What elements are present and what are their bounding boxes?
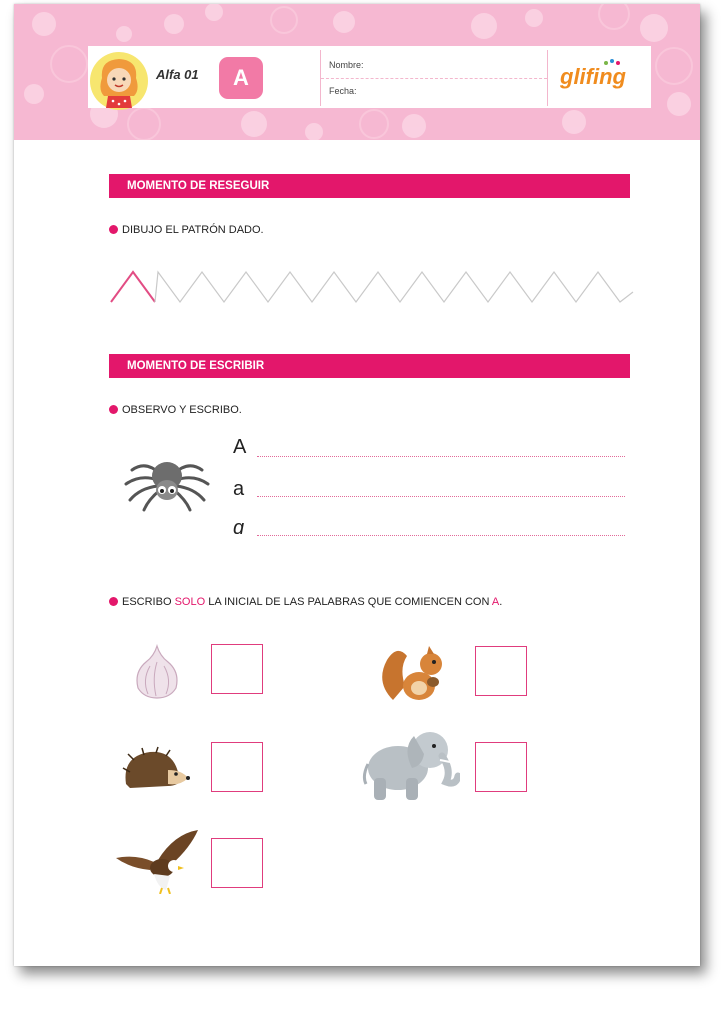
zigzag-pattern[interactable] bbox=[109, 266, 635, 308]
writing-instruction bbox=[109, 404, 242, 416]
instruction-part: ESCRIBO bbox=[122, 596, 175, 608]
instruction-part: . bbox=[499, 596, 503, 608]
bullet-icon bbox=[109, 405, 118, 414]
spider-icon bbox=[122, 452, 212, 514]
letter-uppercase: A bbox=[233, 436, 247, 458]
answer-box-hedgehog[interactable] bbox=[211, 742, 263, 792]
writing-instruction-text: OBSERVO Y ESCRIBO. bbox=[122, 404, 242, 416]
letter-lowercase: a bbox=[233, 478, 245, 500]
brand-name: glifing bbox=[560, 64, 626, 89]
date-label: Fecha: bbox=[329, 86, 357, 96]
instruction-letter: A bbox=[491, 596, 500, 608]
eagle-icon bbox=[114, 828, 202, 894]
worksheet-id: Alfa 01 bbox=[156, 67, 199, 82]
bullet-icon bbox=[109, 225, 118, 234]
words-instruction bbox=[109, 596, 502, 608]
instruction-part: LA INICIAL DE LAS PALABRAS QUE COMIENCEN CON bbox=[205, 596, 492, 608]
answer-box-garlic[interactable] bbox=[211, 644, 263, 694]
section-writing-title: MOMENTO DE ESCRIBIR bbox=[109, 354, 630, 378]
section-tracing-title: MOMENTO DE RESEGUIR bbox=[109, 174, 630, 198]
bullet-icon bbox=[109, 597, 118, 606]
worksheet-page bbox=[14, 4, 700, 966]
field-divider bbox=[321, 78, 547, 79]
writing-line[interactable] bbox=[257, 496, 625, 497]
tracing-instruction bbox=[109, 224, 264, 236]
squirrel-icon bbox=[379, 642, 449, 704]
letter-badge: A bbox=[219, 57, 263, 99]
elephant-icon bbox=[362, 724, 460, 804]
name-date-fields bbox=[320, 50, 547, 106]
instruction-highlight: SOLO bbox=[174, 596, 206, 608]
tracing-instruction-text: DIBUJO EL PATRÓN DADO. bbox=[122, 224, 264, 236]
answer-box-elephant[interactable] bbox=[475, 742, 527, 792]
brand-logo bbox=[547, 50, 652, 106]
answer-box-squirrel[interactable] bbox=[475, 646, 527, 696]
garlic-icon bbox=[132, 644, 182, 700]
writing-line[interactable] bbox=[257, 535, 625, 536]
girl-avatar-icon bbox=[88, 50, 150, 112]
writing-line[interactable] bbox=[257, 456, 625, 457]
letter-script: ɑ bbox=[233, 517, 245, 539]
hedgehog-icon bbox=[122, 746, 190, 792]
answer-box-eagle[interactable] bbox=[211, 838, 263, 888]
name-label: Nombre: bbox=[329, 60, 364, 70]
